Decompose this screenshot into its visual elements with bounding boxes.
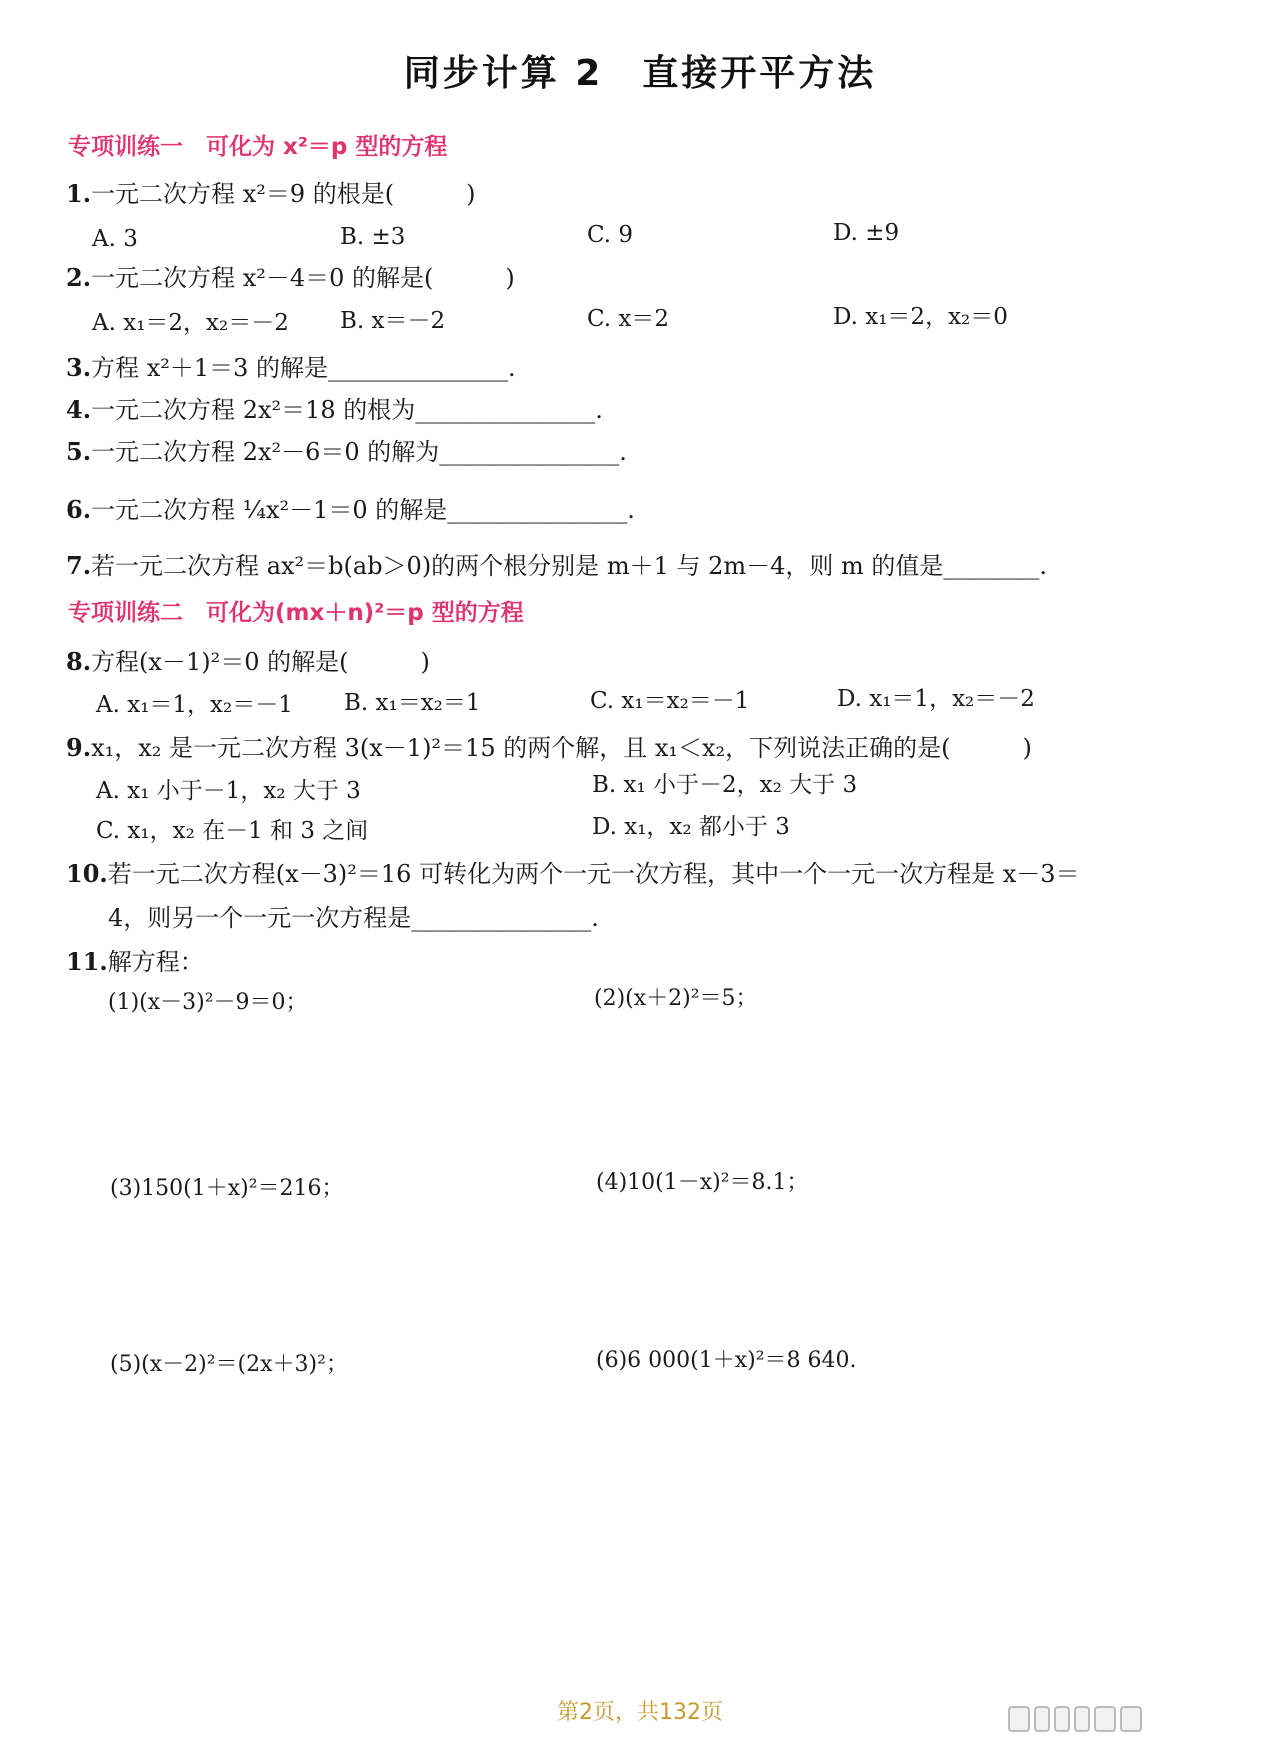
question-text: 解方程： (107, 948, 204, 976)
question-text: 一元二次方程 x²＝9 的根是( ) (91, 180, 476, 208)
question-text: x₁，x₂ 是一元二次方程 3(x－1)²＝15 的两个解，且 x₁＜x₂，下列说法正确的是( ) (91, 734, 1032, 762)
question-10-continued: 4，则另一个一元一次方程是_______________. (108, 904, 599, 932)
option-c: C. x₁＝x₂＝－1 (590, 688, 750, 714)
question-number: 7. (66, 551, 92, 580)
question-number: 1. (66, 179, 92, 208)
question-text: 一元二次方程 x²－4＝0 的解是( ) (91, 264, 515, 292)
bookmark-icon[interactable] (1094, 1706, 1116, 1732)
option-a: A. 3 (92, 226, 138, 252)
sub-question-2: (2)(x＋2)²＝5； (594, 986, 758, 1011)
previous-page-icon[interactable] (1034, 1706, 1050, 1732)
question-number: 8. (66, 647, 92, 676)
sub-question-4: (4)10(1－x)²＝8.1； (596, 1170, 809, 1195)
option-b: B. x₁＝x₂＝1 (344, 690, 481, 716)
question-text: 一元二次方程 2x²＝18 的根为_______________. (91, 396, 603, 424)
question-3 (66, 354, 516, 383)
option-a: A. x₁＝2，x₂＝－2 (92, 310, 289, 336)
question-9 (66, 734, 1032, 763)
page-title: 同步计算 2 直接开平方法 (403, 53, 877, 94)
first-page-icon[interactable] (1008, 1706, 1030, 1732)
question-number: 3. (66, 353, 92, 382)
option-b: B. x₁ 小于－2，x₂ 大于 3 (592, 772, 858, 798)
sub-question-5: (5)(x－2)²＝(2x＋3)²； (110, 1352, 348, 1377)
question-5 (66, 438, 627, 467)
option-b: B. x＝－2 (340, 308, 446, 334)
question-text: 方程(x－1)²＝0 的解是( ) (91, 648, 430, 676)
question-10 (66, 860, 1080, 889)
question-1 (66, 180, 475, 209)
option-b: B. ±3 (340, 224, 406, 250)
question-2 (66, 264, 515, 293)
section-heading-1: 专项训练一 可化为 x²＝p 型的方程 (68, 134, 448, 160)
menu-icon[interactable] (1120, 1706, 1142, 1732)
option-d: D. ±9 (833, 220, 900, 246)
question-6 (66, 496, 635, 525)
question-number: 5. (66, 437, 92, 466)
question-text: 若一元二次方程 ax²＝b(ab＞0)的两个根分别是 m＋1 与 2m－4，则 m 的值是________. (91, 552, 1048, 580)
question-number: 6. (66, 495, 92, 524)
page-indicator: 第2页，共132页 (557, 1700, 723, 1725)
question-8 (66, 648, 430, 677)
question-text: 若一元二次方程(x－3)²＝16 可转化为两个一元一次方程，其中一个一元一次方程是 x－3＝ (107, 860, 1080, 888)
option-d: D. x₁，x₂ 都小于 3 (592, 814, 790, 840)
question-text: 一元二次方程 2x²－6＝0 的解为_______________. (91, 438, 627, 466)
question-number: 10. (66, 859, 108, 888)
question-11 (66, 948, 204, 977)
question-number: 9. (66, 733, 92, 762)
question-text: 方程 x²＋1＝3 的解是_______________. (91, 354, 516, 382)
section-heading-2: 专项训练二 可化为(mx＋n)²＝p 型的方程 (68, 600, 524, 626)
question-number: 2. (66, 263, 92, 292)
sub-question-6: (6)6 000(1＋x)²＝8 640. (596, 1348, 857, 1373)
question-7 (66, 552, 1047, 581)
option-c: C. x＝2 (587, 306, 670, 332)
option-c: C. x₁，x₂ 在－1 和 3 之间 (96, 818, 369, 844)
sub-question-3: (3)150(1＋x)²＝216； (110, 1176, 344, 1201)
option-a: A. x₁ 小于－1，x₂ 大于 3 (96, 778, 361, 804)
question-text: 一元二次方程 ¼x²－1＝0 的解是_______________. (91, 496, 635, 524)
question-number: 4. (66, 395, 92, 424)
option-d: D. x₁＝1，x₂＝－2 (837, 686, 1035, 712)
question-4 (66, 396, 603, 425)
option-d: D. x₁＝2，x₂＝0 (833, 304, 1008, 330)
question-number: 11. (66, 947, 108, 976)
option-c: C. 9 (587, 222, 634, 248)
next-page-icon[interactable] (1054, 1706, 1070, 1732)
sub-question-1: (1)(x－3)²－9＝0； (108, 990, 308, 1015)
last-page-icon[interactable] (1074, 1706, 1090, 1732)
option-a: A. x₁＝1，x₂＝－1 (96, 692, 293, 718)
